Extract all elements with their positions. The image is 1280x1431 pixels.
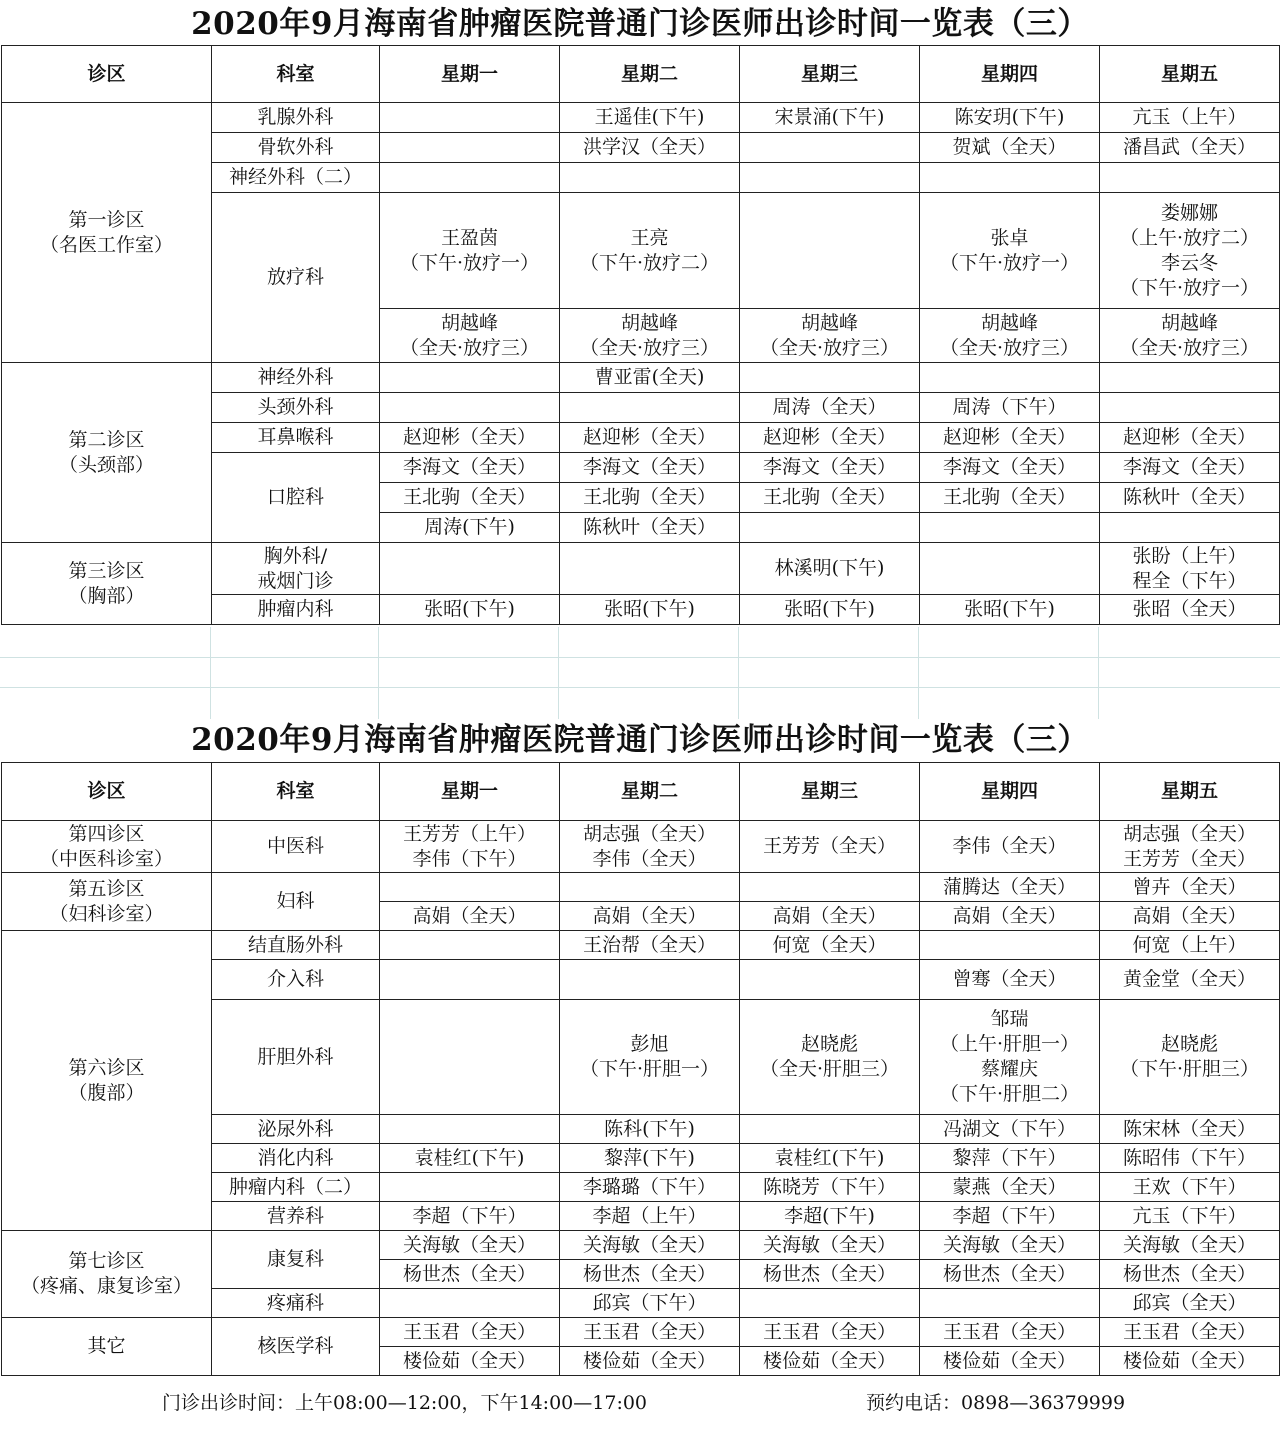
cell [560,309,740,363]
cell-empty [380,960,560,1000]
dept-shenjing2: 神经外科（二） [212,163,380,193]
cell: 楼俭茹（全天） [1100,1347,1280,1376]
cell: 亢玉（上午） [1100,103,1280,133]
cell: 楼俭茹（全天） [740,1347,920,1376]
table-row [2,1318,1280,1347]
cell [380,309,560,363]
area-other: 其它 [2,1318,212,1376]
cell: 亢玉（下午） [1100,1202,1280,1231]
cell-empty [740,960,920,1000]
cell: 贺斌（全天） [920,133,1100,163]
doctor-name: 王亮 [630,226,669,249]
doctor-name: 李云冬 [1160,251,1218,274]
cell: 王北驹（全天） [740,483,920,513]
cell: 高娟（全天） [740,902,920,931]
cell: 楼俭茹（全天） [560,1347,740,1376]
cell [560,821,740,873]
cell [560,193,740,309]
cell: 林溪明(下午) [740,543,920,595]
doctor-name: 王芳芳（全天） [1122,847,1256,870]
cell: 高娟（全天） [380,902,560,931]
cell-empty [380,393,560,423]
cell-empty [740,1115,920,1144]
cell-empty [380,1289,560,1318]
cell: 陈科(下午) [560,1115,740,1144]
doctor-time: （下午·肝胆一） [579,1058,720,1080]
cell: 何宽（上午） [1100,931,1280,960]
cell: 李超(下午) [740,1202,920,1231]
schedule-table-1 [1,45,1280,625]
area-1 [2,103,212,363]
doctor-time: （下午·放疗一） [399,251,540,274]
cell-empty [560,163,740,193]
cell: 陈晓芳（下午） [740,1173,920,1202]
doctor-time: （全天·放疗三） [1119,336,1260,359]
cell: 陈秋叶（全天） [560,513,740,543]
area-5-sub: （妇科诊室） [49,902,164,925]
doctor-name: 胡越峰 [1160,311,1218,334]
doctor-time: （下午·放疗二） [579,251,720,274]
area-1-sub: （名医工作室） [39,233,173,256]
cell: 王治帮（全天） [560,931,740,960]
doctor-name: 胡志强（全天） [582,822,716,845]
cell: 张昭(下午) [380,595,560,625]
doctor-name: 李伟（全天） [592,847,707,870]
doctor-name: 胡志强（全天） [1122,822,1256,845]
doctor-name: 彭旭 [630,1033,669,1055]
cell: 李海文（全天） [560,453,740,483]
cell-empty [560,393,740,423]
doctor-name: 胡越峰 [620,311,678,334]
cell: 邱宾（全天） [1100,1289,1280,1318]
cell-empty [1100,163,1280,193]
cell: 袁桂红(下午) [380,1144,560,1173]
table-row [2,1231,1280,1260]
cell: 楼俭茹（全天） [380,1347,560,1376]
cell-empty [380,133,560,163]
dept-zhongliu: 肿瘤内科 [212,595,380,625]
cell [1100,821,1280,873]
cell-empty [380,163,560,193]
cell: 杨世杰（全天） [1100,1260,1280,1289]
doctor-time: （下午·肝胆三） [1119,1058,1260,1080]
header-area: 诊区 [2,763,212,821]
cell: 关海敏（全天） [1100,1231,1280,1260]
doctor-name: 胡越峰 [440,311,498,334]
doctor-time: （下午·放疗一） [939,251,1080,274]
cell: 王芳芳（全天） [740,821,920,873]
cell-empty [740,873,920,902]
area-4-sub: （中医科诊室） [39,847,173,870]
cell: 李海文（全天） [380,453,560,483]
doctor-name: 胡越峰 [980,311,1038,334]
area-3-name: 第三诊区 [68,559,145,582]
header-row [2,46,1280,103]
dept-line: 胸外科/ [263,544,328,567]
cell-empty [1100,393,1280,423]
dept-xiaohua: 消化内科 [212,1144,380,1173]
header-dept: 科室 [212,763,380,821]
cell: 王玉君（全天） [920,1318,1100,1347]
area-7-sub: （疼痛、康复诊室） [20,1275,192,1297]
cell: 赵迎彬（全天） [380,423,560,453]
table-row [2,821,1280,873]
cell [560,1000,740,1115]
doctor-time: （下午·放疗一） [1119,276,1260,299]
header-dept: 科室 [212,46,380,103]
cell: 赵迎彬（全天） [740,423,920,453]
cell-empty [920,1289,1100,1318]
cell: 洪学汉（全天） [560,133,740,163]
cell-empty [380,1173,560,1202]
cell: 高娟（全天） [920,902,1100,931]
header-mon: 星期一 [380,763,560,821]
cell: 赵迎彬（全天） [1100,423,1280,453]
cell [1100,193,1280,309]
dept-zhongyi: 中医科 [212,821,380,873]
doctor-name: 张卓 [990,226,1029,249]
cell [920,309,1100,363]
header-wed: 星期三 [740,46,920,103]
doctor-name: 蔡耀庆 [980,1058,1038,1080]
cell-empty [920,363,1100,393]
cell: 黎萍（下午） [920,1144,1100,1173]
cell: 赵迎彬（全天） [560,423,740,453]
table-row [2,363,1280,393]
header-area: 诊区 [2,46,212,103]
booking-phone: 预约电话：0898—36379999 [866,1392,1126,1414]
cell: 黄金堂（全天） [1100,960,1280,1000]
cell: 蒲腾达（全天） [920,873,1100,902]
cell-empty [920,513,1100,543]
cell: 黎萍(下午) [560,1144,740,1173]
dept-zhongliu2: 肿瘤内科（二） [212,1173,380,1202]
cell-empty [380,873,560,902]
cell [920,193,1100,309]
cell-empty [740,513,920,543]
clinic-hours: 门诊出诊时间：上午08:00—12:00，下午14:00—17:00 [162,1392,648,1414]
cell: 王玉君（全天） [740,1318,920,1347]
area-3 [2,543,212,625]
dept-fangliao: 放疗科 [212,193,380,363]
dept-gu: 骨软外科 [212,133,380,163]
area-2 [2,363,212,543]
cell-empty [560,543,740,595]
cell: 王北驹（全天） [380,483,560,513]
cell: 周涛（下午） [920,393,1100,423]
cell: 杨世杰（全天） [920,1260,1100,1289]
footer [0,1388,1280,1418]
dept-heyixue: 核医学科 [212,1318,380,1376]
cell: 李海文（全天） [1100,453,1280,483]
cell: 王遥佳(下午) [560,103,740,133]
dept-erbi: 耳鼻喉科 [212,423,380,453]
header-row [2,763,1280,821]
header-wed: 星期三 [740,763,920,821]
cell: 王北驹（全天） [920,483,1100,513]
dept-shenjing: 神经外科 [212,363,380,393]
cell: 蒙燕（全天） [920,1173,1100,1202]
cell: 邱宾（下午） [560,1289,740,1318]
cell: 袁桂红(下午) [740,1144,920,1173]
cell-empty [380,1115,560,1144]
cell [1100,309,1280,363]
cell-empty [560,873,740,902]
cell-empty [740,133,920,163]
cell-empty [1100,363,1280,393]
header-mon: 星期一 [380,46,560,103]
cell [740,1000,920,1115]
cell: 关海敏（全天） [740,1231,920,1260]
cell: 李伟（全天） [920,821,1100,873]
area-6-sub: （腹部） [68,1081,145,1104]
doctor-name: 张盼（上午） [1132,544,1247,567]
cell: 关海敏（全天） [380,1231,560,1260]
cell: 潘昌武（全天） [1100,133,1280,163]
cell: 杨世杰（全天） [740,1260,920,1289]
cell: 陈昭伟（下午） [1100,1144,1280,1173]
area-7 [2,1231,212,1318]
cell: 张昭（全天） [1100,595,1280,625]
table2-title: 2020年9月海南省肿瘤医院普通门诊医师出诊时间一览表（三） [191,722,1089,758]
cell: 张昭(下午) [740,595,920,625]
cell: 何宽（全天） [740,931,920,960]
cell-empty [920,163,1100,193]
cell: 曾卉（全天） [1100,873,1280,902]
doctor-time: （全天·放疗三） [579,336,720,359]
cell-empty [740,193,920,309]
dept-gandan: 肝胆外科 [212,1000,380,1115]
doctor-name: 娄娜娜 [1160,201,1218,224]
area-1-name: 第一诊区 [68,208,145,231]
cell: 赵迎彬（全天） [920,423,1100,453]
table-row [2,103,1280,133]
doctor-name: 赵晓彪 [1160,1033,1218,1055]
area-4 [2,821,212,873]
doctor-time: （上午·肝胆一） [939,1033,1080,1055]
dept-fuke: 妇科 [212,873,380,931]
cell: 关海敏（全天） [920,1231,1100,1260]
cell-empty [560,960,740,1000]
dept-yingyang: 营养科 [212,1202,380,1231]
dept-toujing: 头颈外科 [212,393,380,423]
cell: 楼俭茹（全天） [920,1347,1100,1376]
doctor-time: （全天·放疗三） [939,336,1080,359]
area-6 [2,931,212,1231]
cell: 王玉君（全天） [1100,1318,1280,1347]
doctor-time: （上午·放疗二） [1119,226,1260,249]
cell-empty [380,363,560,393]
table1-title: 2020年9月海南省肿瘤医院普通门诊医师出诊时间一览表（三） [191,6,1089,42]
cell: 李海文（全天） [920,453,1100,483]
cell-empty [380,1000,560,1115]
doctor-name: 王芳芳（上午） [402,822,536,845]
cell [380,821,560,873]
area-4-name: 第四诊区 [68,822,145,845]
dept-xiongwai [212,543,380,595]
doctor-time: （全天·放疗三） [759,336,900,359]
table-row [2,873,1280,902]
cell [380,193,560,309]
cell: 李超（下午） [920,1202,1100,1231]
cell: 周涛(下午) [380,513,560,543]
header-tue: 星期二 [560,763,740,821]
cell-empty [740,1289,920,1318]
doctor-name: 赵晓彪 [800,1033,858,1055]
cell: 李超（下午） [380,1202,560,1231]
area-5 [2,873,212,931]
cell: 王玉君（全天） [560,1318,740,1347]
doctor-name: 程全（下午） [1132,569,1247,592]
doctor-name: 邹瑞 [990,1008,1029,1030]
cell: 冯湖文（下午） [920,1115,1100,1144]
cell: 陈秋叶（全天） [1100,483,1280,513]
header-thu: 星期四 [920,763,1100,821]
area-5-name: 第五诊区 [68,877,145,900]
sheet-gap [0,627,1280,719]
cell [920,1000,1100,1115]
cell: 王欢（下午） [1100,1173,1280,1202]
cell: 李超（上午） [560,1202,740,1231]
doctor-name: 胡越峰 [800,311,858,334]
doctor-time: （下午·肝胆二） [939,1083,1080,1105]
cell: 高娟（全天） [560,902,740,931]
doctor-name: 李伟（下午） [412,847,527,870]
cell-empty [380,931,560,960]
cell: 周涛（全天） [740,393,920,423]
cell-empty [740,163,920,193]
cell [740,309,920,363]
dept-miniao: 泌尿外科 [212,1115,380,1144]
cell: 张昭(下午) [920,595,1100,625]
cell-empty [380,103,560,133]
dept-jiezhi: 结直肠外科 [212,931,380,960]
area-7-name: 第七诊区 [68,1250,145,1272]
dept-kouqiang: 口腔科 [212,453,380,543]
header-fri: 星期五 [1100,763,1280,821]
dept-tengtong: 疼痛科 [212,1289,380,1318]
cell: 高娟（全天） [1100,902,1280,931]
cell-empty [920,543,1100,595]
cell: 杨世杰（全天） [560,1260,740,1289]
dept-jieru: 介入科 [212,960,380,1000]
cell: 李璐璐（下午） [560,1173,740,1202]
cell: 陈安玥(下午) [920,103,1100,133]
cell [1100,543,1280,595]
header-thu: 星期四 [920,46,1100,103]
cell: 关海敏（全天） [560,1231,740,1260]
dept-kangfu: 康复科 [212,1231,380,1289]
cell: 王玉君（全天） [380,1318,560,1347]
table-row [2,931,1280,960]
table-row [2,543,1280,595]
area-6-name: 第六诊区 [68,1056,145,1079]
cell [1100,1000,1280,1115]
doctor-time: （全天·放疗三） [399,336,540,359]
area-2-sub: （头颈部） [58,453,154,476]
schedule-table-2 [1,762,1280,1376]
cell: 曾骞（全天） [920,960,1100,1000]
cell-empty [740,363,920,393]
dept-line: 戒烟门诊 [257,569,334,592]
header-tue: 星期二 [560,46,740,103]
cell-empty [380,543,560,595]
area-2-name: 第二诊区 [68,428,145,451]
cell: 宋景涌(下午) [740,103,920,133]
cell: 李海文（全天） [740,453,920,483]
doctor-time: （全天·肝胆三） [759,1058,900,1080]
header-fri: 星期五 [1100,46,1280,103]
cell: 曹亚雷(全天) [560,363,740,393]
doctor-name: 王盈茵 [440,226,498,249]
cell-empty [920,931,1100,960]
area-3-sub: （胸部） [68,584,145,607]
cell-empty [1100,513,1280,543]
cell: 杨世杰（全天） [380,1260,560,1289]
cell: 张昭(下午) [560,595,740,625]
dept-ruxian: 乳腺外科 [212,103,380,133]
cell: 陈宋林（全天） [1100,1115,1280,1144]
cell: 王北驹（全天） [560,483,740,513]
